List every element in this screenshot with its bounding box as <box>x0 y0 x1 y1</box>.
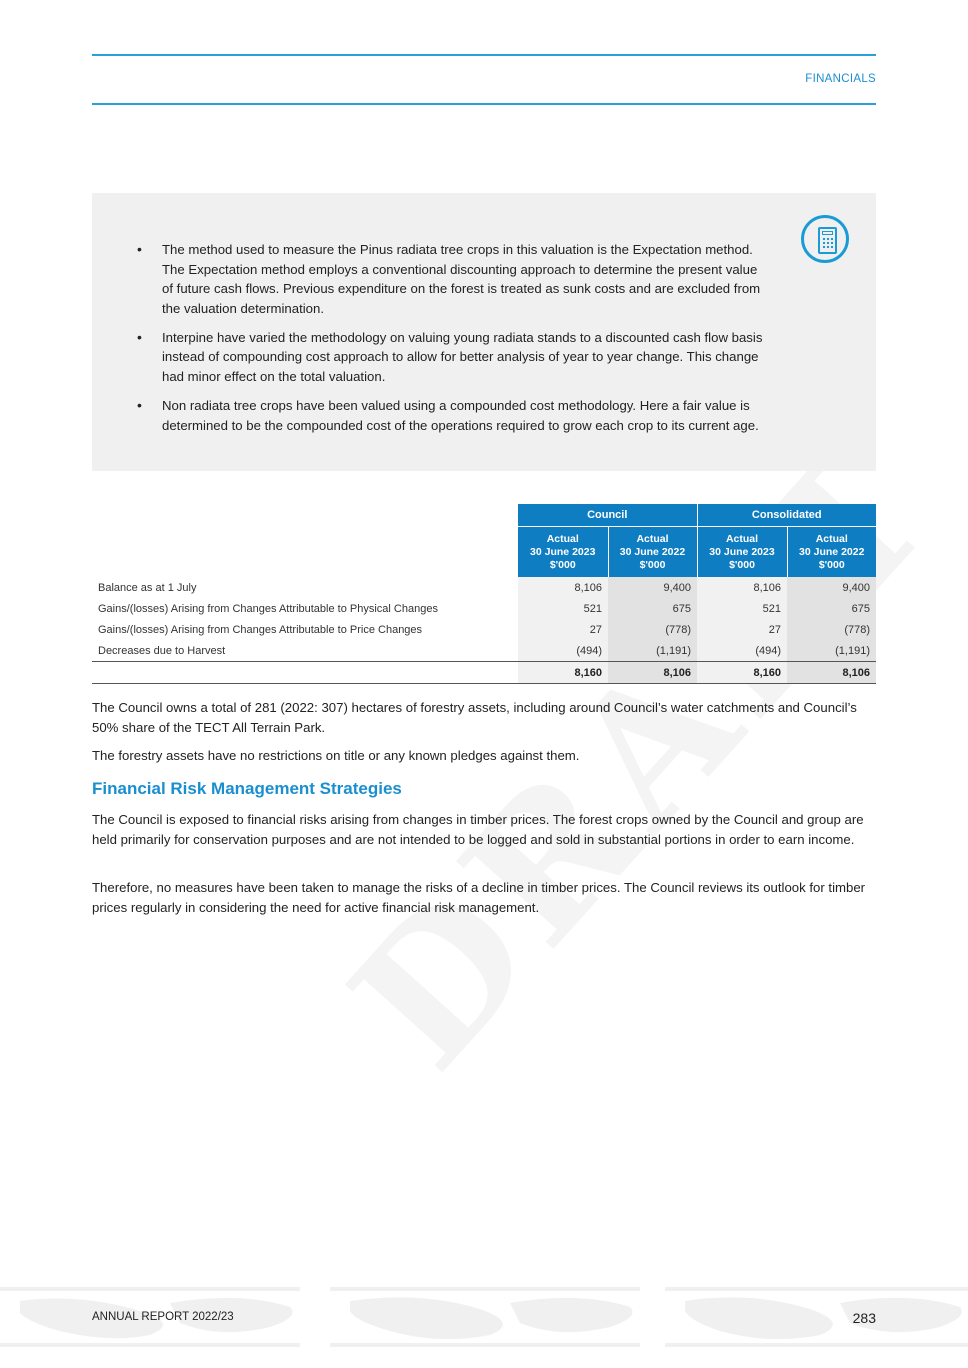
bullet-item: • Interpine have varied the methodology on valuing young radiata stands to a discounted cash flow basis instead of compounding cost approach to allow for better analysis of year to year change. This change had minor effect on the total valuation. <box>137 328 767 387</box>
cell: (778) <box>787 619 876 640</box>
group-header-consolidated: Consolidated <box>697 504 876 527</box>
column-header: Actual 30 June 2022 $'000 <box>608 527 697 578</box>
header-top-rule <box>92 54 876 56</box>
row-label: Decreases due to Harvest <box>92 640 518 662</box>
table-corner <box>92 504 518 527</box>
column-header: Actual 30 June 2023 $'000 <box>697 527 787 578</box>
note-box <box>92 193 876 471</box>
cell: 675 <box>608 598 697 619</box>
footer-report-title: ANNUAL REPORT 2022/23 <box>92 1311 234 1323</box>
cell: 27 <box>518 619 608 640</box>
row-label <box>92 662 518 684</box>
column-header: Actual 30 June 2022 $'000 <box>787 527 876 578</box>
cell: 521 <box>518 598 608 619</box>
header-bottom-rule <box>92 103 876 105</box>
cell: (494) <box>697 640 787 662</box>
group-header-council: Council <box>518 504 697 527</box>
paragraph-risk-measures: Therefore, no measures have been taken to manage the risks of a decline in timber prices. The Council reviews its outlook for timber prices regularly in considering the need for active financial risk management. <box>92 880 866 915</box>
column-header: Actual 30 June 2023 $'000 <box>518 527 608 578</box>
cell: (1,191) <box>787 640 876 662</box>
table-row <box>92 619 876 640</box>
cell: 9,400 <box>787 577 876 598</box>
total-cell: 8,160 <box>697 662 787 684</box>
total-cell: 8,106 <box>787 662 876 684</box>
cell: (778) <box>608 619 697 640</box>
section-label: FINANCIALS <box>805 73 876 85</box>
table-row <box>92 640 876 662</box>
page-number: 283 <box>852 1310 876 1326</box>
row-label: Gains/(losses) Arising from Changes Attributable to Physical Changes <box>98 602 438 615</box>
cell: 9,400 <box>608 577 697 598</box>
table-row <box>92 598 876 619</box>
cell: (1,191) <box>608 640 697 662</box>
section-heading: Financial Risk Management Strategies <box>92 779 402 798</box>
cell: 8,106 <box>697 577 787 598</box>
table-corner-2 <box>92 527 518 578</box>
cell: (494) <box>518 640 608 662</box>
paragraph-risk-exposure: The Council is exposed to financial risks arising from changes in timber prices. The forest crops owned by the Council and group are held primarily for conservation purposes and are not intended to be logged and sold in substantial portions in order to earn income. <box>92 812 864 847</box>
bullet-item: • Non radiata tree crops have been valued using a compounded cost methodology. Here a fair value is determined to be the compounded cost of the operations required to grow each crop to its current age. <box>137 396 767 435</box>
cell: 521 <box>697 598 787 619</box>
bullet-item: • The method used to measure the Pinus radiata tree crops in this valuation is the Expectation method. The Expectation method employs a conventional discounting approach to determine the present value of future cash flows. Previous expenditure on the forest is treated as sunk costs and are excluded from the valuation determination. <box>137 240 767 318</box>
forestry-table <box>92 504 876 684</box>
cell: 8,106 <box>518 577 608 598</box>
paragraph-forestry-total: The Council owns a total of 281 (2022: 307) hectares of forestry assets, including around Council’s water catchments and Council’s 50% share of the TECT All Terrain Park. <box>92 700 857 735</box>
cell: 27 <box>697 619 787 640</box>
paragraph-restrictions: The forestry assets have no restrictions on title or any known pledges against them. <box>92 748 580 763</box>
note-bullets <box>137 240 767 445</box>
total-cell: 8,160 <box>518 662 608 684</box>
total-cell: 8,106 <box>608 662 697 684</box>
table-row <box>92 577 876 598</box>
row-label: Balance as at 1 July <box>98 581 197 594</box>
calculator-icon <box>801 215 849 263</box>
row-label: Gains/(losses) Arising from Changes Attributable to Price Changes <box>98 623 423 636</box>
cell: 675 <box>787 598 876 619</box>
total-row <box>92 662 876 684</box>
